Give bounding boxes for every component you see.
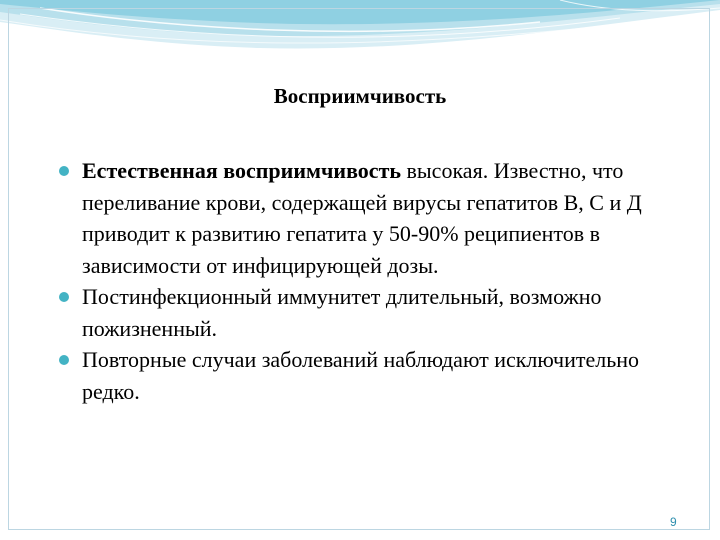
bullet-text: высокая. Известно, что переливание крови, содержащей вирусы гепатитов В, С и Д приводит к развитию гепатита у 50-90% реципиентов в зависимости от инфицирующей дозы.: [82, 158, 642, 278]
bullet-dot-icon: [59, 292, 69, 302]
bullet-item: [58, 155, 658, 281]
decorative-wave-band: [0, 0, 720, 70]
bullet-item: [58, 344, 658, 407]
bullet-list: [58, 155, 658, 407]
bullet-item: [58, 281, 658, 344]
bullet-dot-icon: [59, 355, 69, 365]
slide-title: Восприимчивость: [273, 84, 447, 108]
bullet-dot-icon: [59, 166, 69, 176]
bullet-bold-text: Естественная восприимчивость: [82, 158, 402, 183]
page-number: 9: [670, 515, 677, 529]
bullet-text: Постинфекционный иммунитет длительный, возможно пожизненный.: [82, 284, 602, 341]
bullet-text: Повторные случаи заболеваний наблюдают исключительно редко.: [82, 347, 640, 404]
